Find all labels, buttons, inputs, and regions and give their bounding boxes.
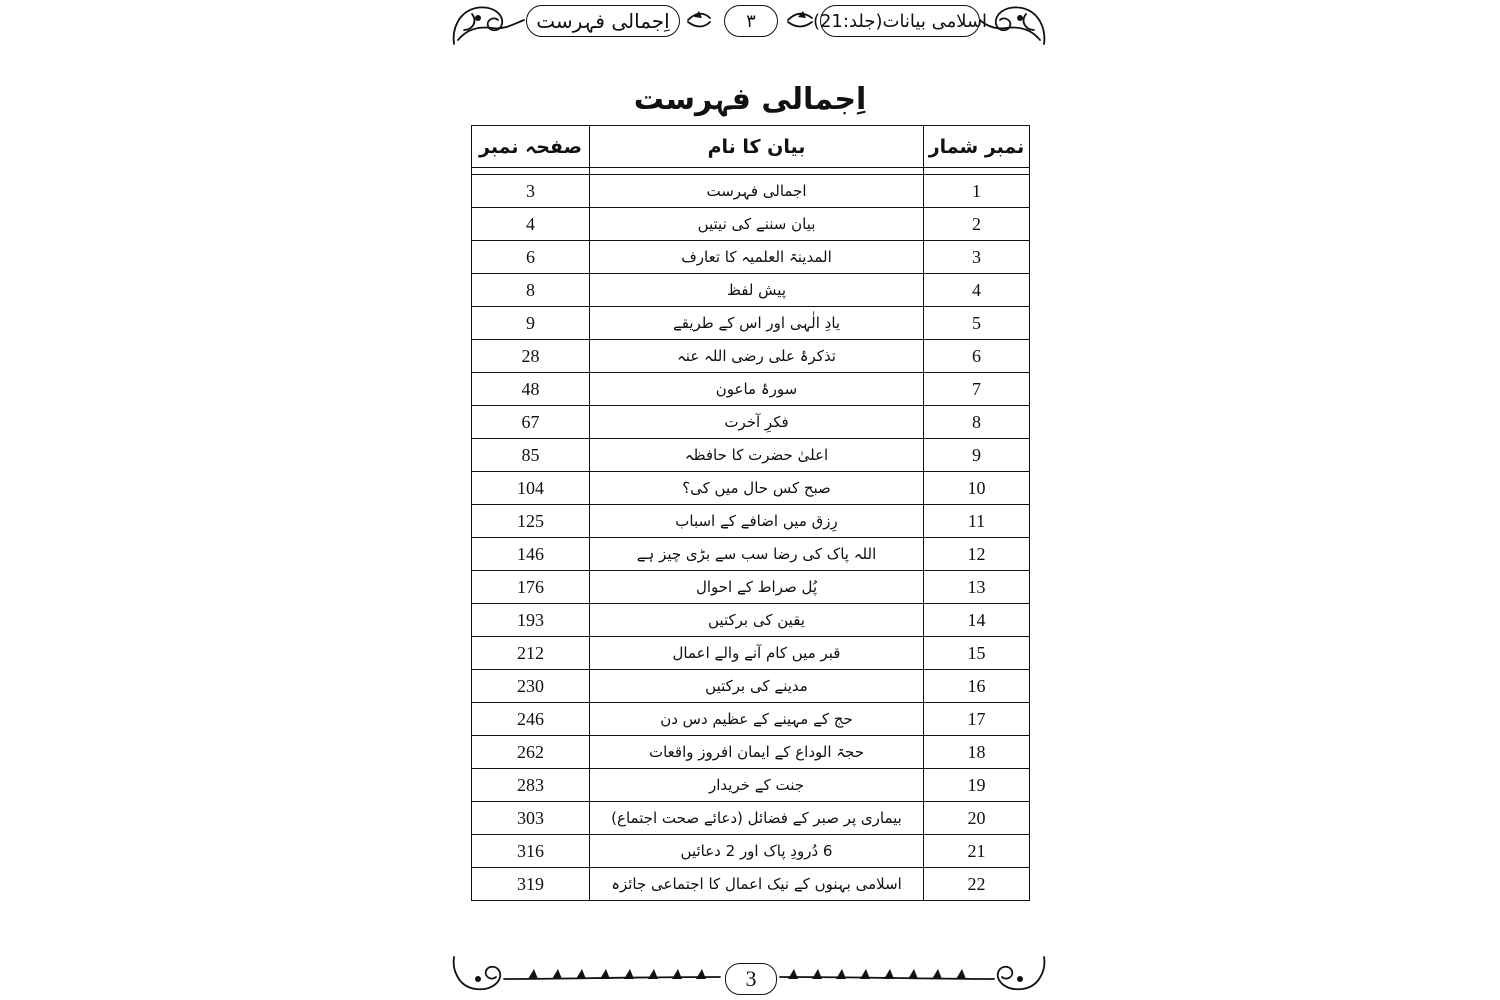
row-page-number: 8 <box>472 274 590 307</box>
row-title: اسلامی بہنوں کے نیک اعمال کا اجتماعی جائزہ <box>590 868 924 901</box>
row-number: 10 <box>924 472 1030 505</box>
row-page-number: 48 <box>472 373 590 406</box>
table-row <box>472 307 1030 340</box>
row-title: بیان سننے کی نیتیں <box>590 208 924 241</box>
row-page-number: 9 <box>472 307 590 340</box>
spacer-cell <box>472 168 590 175</box>
row-title: رِزق میں اضافے کے اسباب <box>590 505 924 538</box>
row-page-number: 3 <box>472 175 590 208</box>
row-page-number: 246 <box>472 703 590 736</box>
table-row <box>472 175 1030 208</box>
table-row <box>472 835 1030 868</box>
contents-table <box>471 125 1030 901</box>
table-row <box>472 241 1030 274</box>
row-title: 6 دُرودِ پاک اور 2 دعائیں <box>590 835 924 868</box>
row-number: 2 <box>924 208 1030 241</box>
row-title: حج کے مہینے کے عظیم دس دن <box>590 703 924 736</box>
page-title: اِجمالی فہرست <box>633 82 867 117</box>
table-row <box>472 868 1030 901</box>
page-header <box>448 0 1050 48</box>
row-page-number: 316 <box>472 835 590 868</box>
table-row <box>472 802 1030 835</box>
table-row <box>472 538 1030 571</box>
table-row <box>472 274 1030 307</box>
row-number: 17 <box>924 703 1030 736</box>
row-title: اعلیٰ حضرت کا حافظہ <box>590 439 924 472</box>
row-title: اللہ پاک کی رضا سب سے بڑی چیز ہے <box>590 538 924 571</box>
table-row <box>472 439 1030 472</box>
header-book-title: اسلامی بیانات(جلد:21) <box>820 5 980 37</box>
row-page-number: 176 <box>472 571 590 604</box>
table-row <box>472 736 1030 769</box>
row-page-number: 125 <box>472 505 590 538</box>
row-title: تذکرۂ علی رضی اللہ عنہ <box>590 340 924 373</box>
row-number: 13 <box>924 571 1030 604</box>
row-number: 8 <box>924 406 1030 439</box>
row-title: قبر میں کام آنے والے اعمال <box>590 637 924 670</box>
row-page-number: 67 <box>472 406 590 439</box>
row-page-number: 262 <box>472 736 590 769</box>
row-title: سورۂ ماعون <box>590 373 924 406</box>
row-number: 20 <box>924 802 1030 835</box>
row-number: 9 <box>924 439 1030 472</box>
row-title: پیش لفظ <box>590 274 924 307</box>
table-row <box>472 208 1030 241</box>
column-header-number: نمبر شمار <box>924 126 1030 168</box>
row-title: المدینۃ العلمیہ کا تعارف <box>590 241 924 274</box>
spacer-cell <box>590 168 924 175</box>
footer-page-number: 3 <box>725 963 777 995</box>
row-title: پُل صراط کے احوال <box>590 571 924 604</box>
table-row <box>472 373 1030 406</box>
table-row <box>472 604 1030 637</box>
row-page-number: 6 <box>472 241 590 274</box>
table-row <box>472 340 1030 373</box>
row-title: مدینے کی برکتیں <box>590 670 924 703</box>
row-title: اجمالی فہرست <box>590 175 924 208</box>
row-title: بیماری پر صبر کے فضائل (دعائے صحت اجتماع) <box>590 802 924 835</box>
table-row <box>472 637 1030 670</box>
row-number: 22 <box>924 868 1030 901</box>
page-footer <box>448 953 1050 997</box>
header-section-title: اِجمالی فہرست <box>526 5 680 37</box>
column-header-page: صفحہ نمبر <box>472 126 590 168</box>
row-page-number: 193 <box>472 604 590 637</box>
row-number: 3 <box>924 241 1030 274</box>
table-row <box>472 406 1030 439</box>
spacer-cell <box>924 168 1030 175</box>
row-number: 5 <box>924 307 1030 340</box>
row-title: فکرِ آخرت <box>590 406 924 439</box>
row-page-number: 104 <box>472 472 590 505</box>
row-number: 19 <box>924 769 1030 802</box>
column-header-title: بیان کا نام <box>590 126 924 168</box>
table-spacer-row <box>472 168 1030 175</box>
row-number: 14 <box>924 604 1030 637</box>
row-number: 11 <box>924 505 1030 538</box>
row-number: 18 <box>924 736 1030 769</box>
row-number: 1 <box>924 175 1030 208</box>
table-row <box>472 769 1030 802</box>
row-number: 15 <box>924 637 1030 670</box>
row-page-number: 319 <box>472 868 590 901</box>
table-row <box>472 670 1030 703</box>
header-page-number: ۳ <box>724 5 778 37</box>
table-row <box>472 472 1030 505</box>
row-page-number: 4 <box>472 208 590 241</box>
row-number: 21 <box>924 835 1030 868</box>
row-number: 6 <box>924 340 1030 373</box>
row-title: جنت کے خریدار <box>590 769 924 802</box>
row-title: یادِ الٰہی اور اس کے طریقے <box>590 307 924 340</box>
row-page-number: 283 <box>472 769 590 802</box>
row-number: 4 <box>924 274 1030 307</box>
table-header-row <box>472 126 1030 168</box>
row-page-number: 146 <box>472 538 590 571</box>
row-number: 7 <box>924 373 1030 406</box>
row-page-number: 303 <box>472 802 590 835</box>
row-page-number: 28 <box>472 340 590 373</box>
row-title: حجۃ الوداع کے ایمان افروز واقعات <box>590 736 924 769</box>
row-number: 12 <box>924 538 1030 571</box>
row-page-number: 85 <box>472 439 590 472</box>
table-row <box>472 703 1030 736</box>
row-number: 16 <box>924 670 1030 703</box>
table-body <box>472 168 1030 901</box>
row-title: صبح کس حال میں کی؟ <box>590 472 924 505</box>
table-row <box>472 505 1030 538</box>
row-title: یقین کی برکتیں <box>590 604 924 637</box>
table-row <box>472 571 1030 604</box>
row-page-number: 212 <box>472 637 590 670</box>
row-page-number: 230 <box>472 670 590 703</box>
